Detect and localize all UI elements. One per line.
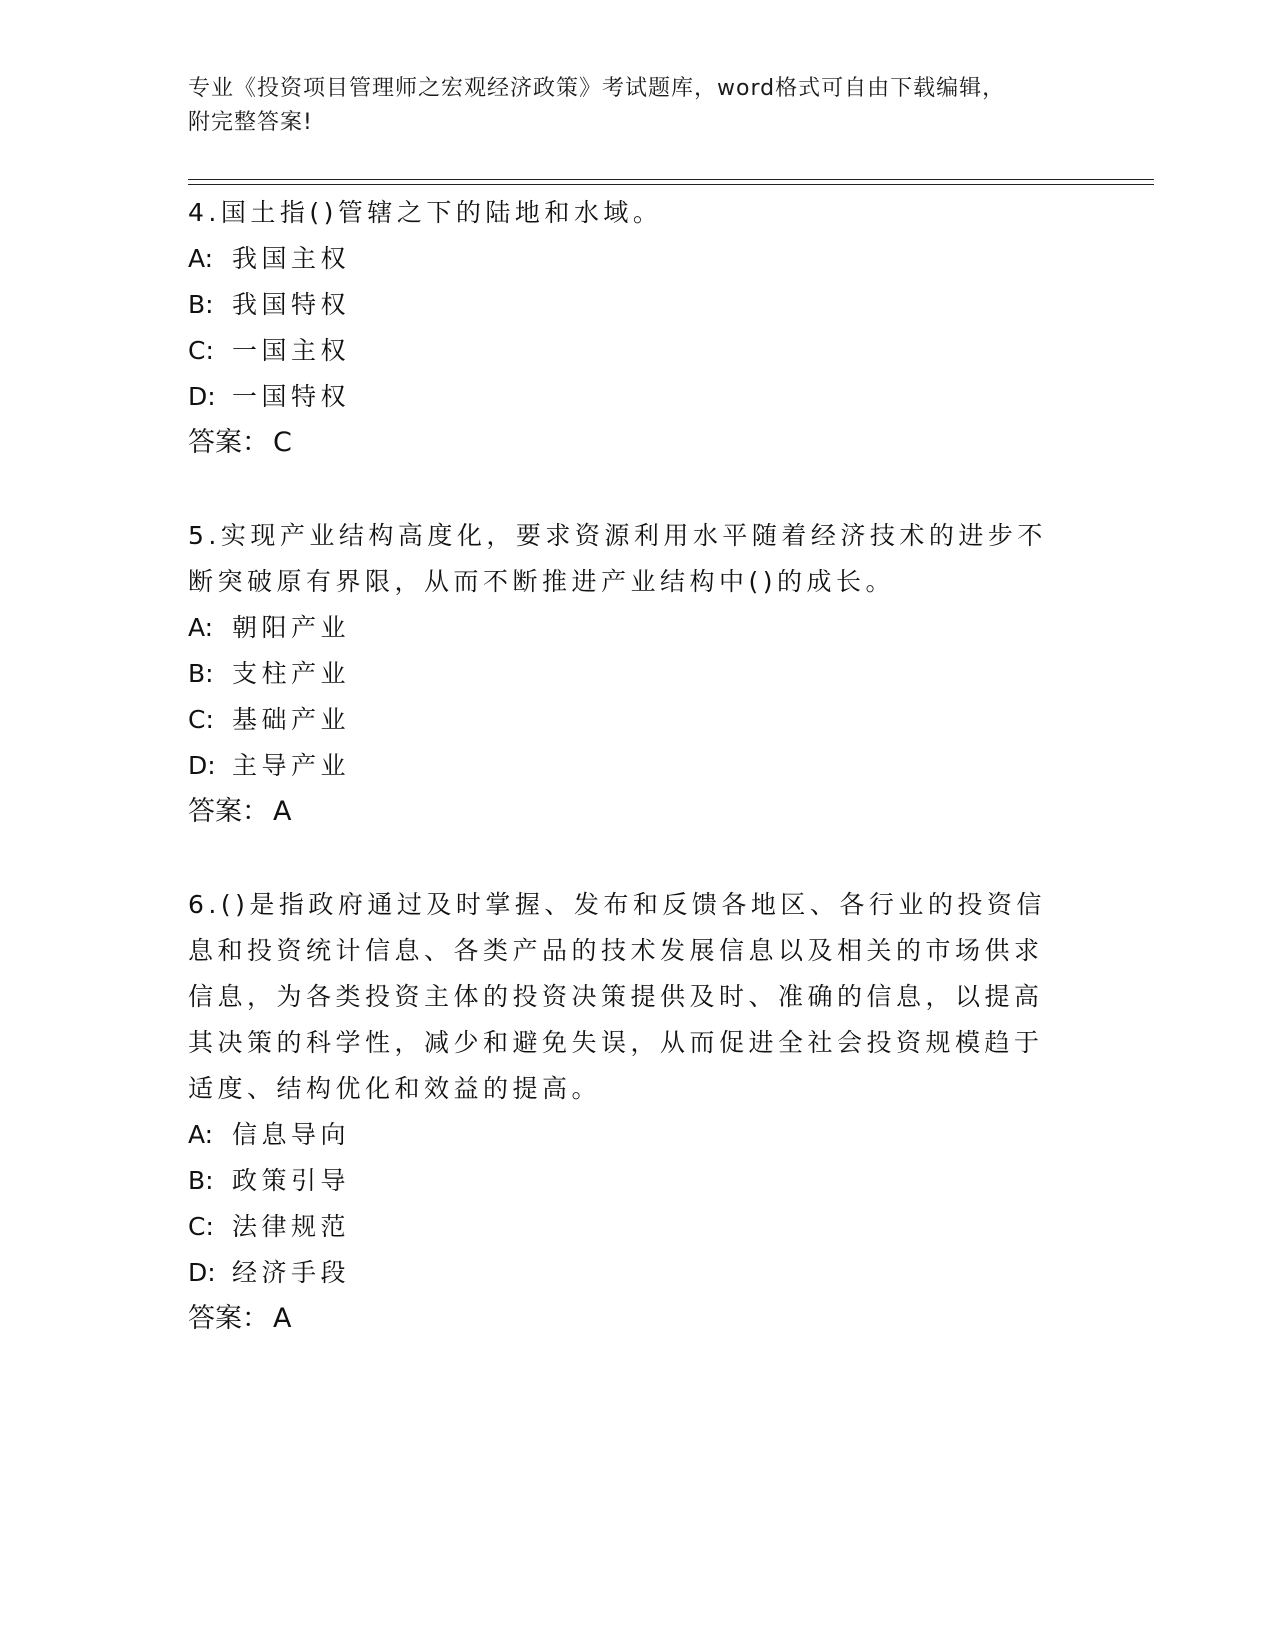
option-a: [188, 236, 1068, 282]
option-letter: A:: [188, 613, 214, 642]
option-text: 信息导向: [232, 1120, 351, 1149]
header-line-1: 专业《投资项目管理师之宏观经济政策》考试题库，word格式可自由下载编辑，: [188, 76, 1006, 101]
option-a: [188, 1112, 1068, 1158]
option-c: [188, 328, 1068, 374]
answer-value: A: [273, 796, 292, 827]
option-d: [188, 1250, 1068, 1296]
question-text: 4.国土指()管辖之下的陆地和水域。: [188, 198, 663, 227]
answer-label: 答案：: [188, 796, 269, 827]
option-letter: A:: [188, 244, 214, 273]
question-4: [188, 190, 1068, 466]
question-5: [188, 513, 1068, 835]
question-list: [188, 190, 1068, 1389]
option-text: 一国主权: [232, 336, 351, 365]
question-text: 5.实现产业结构高度化，要求资源利用水平随着经济技术的进步不断突破原有界限，从而不断推进产业结构中()的成长。: [188, 521, 1047, 596]
option-letter: C:: [188, 336, 214, 365]
option-c: [188, 697, 1068, 743]
option-letter: B:: [188, 290, 214, 319]
header-divider-bottom: [188, 184, 1154, 185]
option-letter: D:: [188, 382, 216, 411]
option-text: 法律规范: [232, 1212, 351, 1241]
option-letter: C:: [188, 1212, 214, 1241]
header-line-2: 附完整答案!: [188, 110, 313, 135]
option-text: 经济手段: [232, 1258, 351, 1287]
option-b: [188, 282, 1068, 328]
option-b: [188, 1158, 1068, 1204]
option-d: [188, 374, 1068, 420]
option-d: [188, 743, 1068, 789]
option-letter: D:: [188, 751, 216, 780]
answer-label: 答案：: [188, 1303, 269, 1334]
option-letter: A:: [188, 1120, 214, 1149]
option-b: [188, 651, 1068, 697]
question-6: [188, 882, 1068, 1342]
option-text: 我国特权: [232, 290, 351, 319]
question-text: 6.()是指政府通过及时掌握、发布和反馈各地区、各行业的投资信息和投资统计信息、各类产品的技术发展信息以及相关的市场供求信息，为各类投资主体的投资决策提供及时、准确的信息，以提高其决策的科学性，减少和避免失误，从而促进全社会投资规模趋于适度、结构优化和效益的提高。: [188, 890, 1046, 1103]
option-text: 支柱产业: [232, 659, 351, 688]
answer-value: A: [273, 1303, 292, 1334]
option-letter: B:: [188, 1166, 214, 1195]
header-divider-top: [188, 179, 1154, 180]
option-text: 朝阳产业: [232, 613, 351, 642]
answer-line: [188, 420, 1068, 466]
option-text: 我国主权: [232, 244, 351, 273]
document-header: [188, 72, 1068, 140]
option-text: 主导产业: [232, 751, 351, 780]
answer-line: [188, 789, 1068, 835]
option-text: 政策引导: [232, 1166, 351, 1195]
option-a: [188, 605, 1068, 651]
option-letter: D:: [188, 1258, 216, 1287]
option-letter: B:: [188, 659, 214, 688]
answer-value: C: [273, 427, 292, 458]
option-text: 一国特权: [232, 382, 351, 411]
answer-label: 答案：: [188, 427, 269, 458]
option-letter: C:: [188, 705, 214, 734]
answer-line: [188, 1296, 1068, 1342]
option-text: 基础产业: [232, 705, 351, 734]
option-c: [188, 1204, 1068, 1250]
